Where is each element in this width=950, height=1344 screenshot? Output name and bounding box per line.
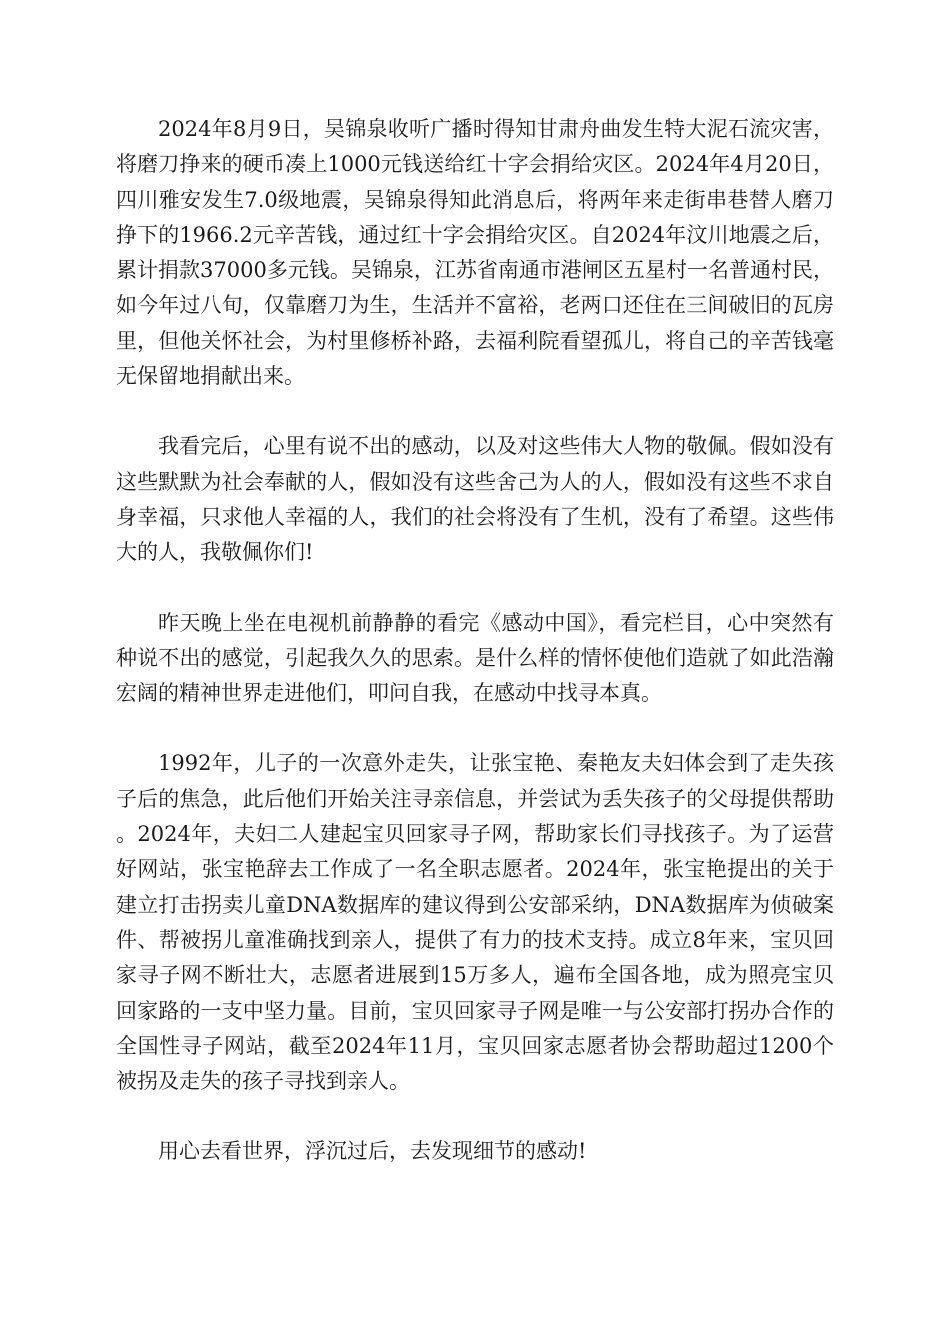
paragraph-baby-come-home: 1992年，儿子的一次意外走失，让张宝艳、秦艳友夫妇体会到了走失孩子后的焦急，此后他们开始关注寻亲信息，并尝试为丢失孩子的父母提供帮助。2024年，夫妇二人建起宝贝回家寻子网，帮助家长们寻找孩子。为了运营好网站，张宝艳辞去工作成了一名全职志愿者。2024年，张宝艳提出的关于建立打击拐卖儿童DNA数据库的建议得到公安部采纳，DNA数据库为侦破案件、帮被拐儿童准确找到亲人，提供了有力的技术支持。成立8年来，宝贝回家寻子网不断壮大，志愿者进展到15万多人，遍布全国各地，成为照亮宝贝回家路的一支中坚力量。目前，宝贝回家寻子网是唯一与公安部打拐办合作的全国性寻子网站，截至2024年11月，宝贝回家志愿者协会帮助超过1200个被拐及走失的孩子寻找到亲人。 xyxy=(116,751,834,1094)
paragraph-closing: 用心去看世界，浮沉过后，去发现细节的感动! xyxy=(158,1139,587,1164)
paragraph-admiration: 我看完后，心里有说不出的感动，以及对这些伟大人物的敬佩。假如没有这些默默为社会奉献的人，假如没有这些舍己为人的人，假如没有这些不求自身幸福，只求他人幸福的人，我们的社会将没有了生机，没有了希望。这些伟大的人，我敬佩你们! xyxy=(116,434,834,565)
paragraph-touching-china: 昨天晚上坐在电视机前静静的看完《感动中国》，看完栏目，心中突然有种说不出的感觉，引起我久久的思索。是什么样的情怀使他们造就了如此浩瀚宏阔的精神世界走进他们，叩问自我，在感动中找寻本真。 xyxy=(116,610,834,706)
document-body xyxy=(116,112,834,1170)
paragraph-donation-story: 2024年8月9日，吴锦泉收听广播时得知甘肃舟曲发生特大泥石流灾害，将磨刀挣来的硬币凑上1000元钱送给红十字会捐给灾区。2024年4月20日，四川雅安发生7.0级地震，吴锦泉得知此消息后，将两年来走街串巷替人磨刀挣下的1966.2元辛苦钱，通过红十字会捐给灾区。自2024年汶川地震之后，累计捐款37000多元钱。吴锦泉，江苏省南通市港闸区五星村一名普通村民，如今年过八旬，仅靠磨刀为生，生活并不富裕，老两口还住在三间破旧的瓦房里，但他关怀社会，为村里修桥补路，去福利院看望孤儿，将自己的辛苦钱毫无保留地捐献出来。 xyxy=(116,117,834,389)
